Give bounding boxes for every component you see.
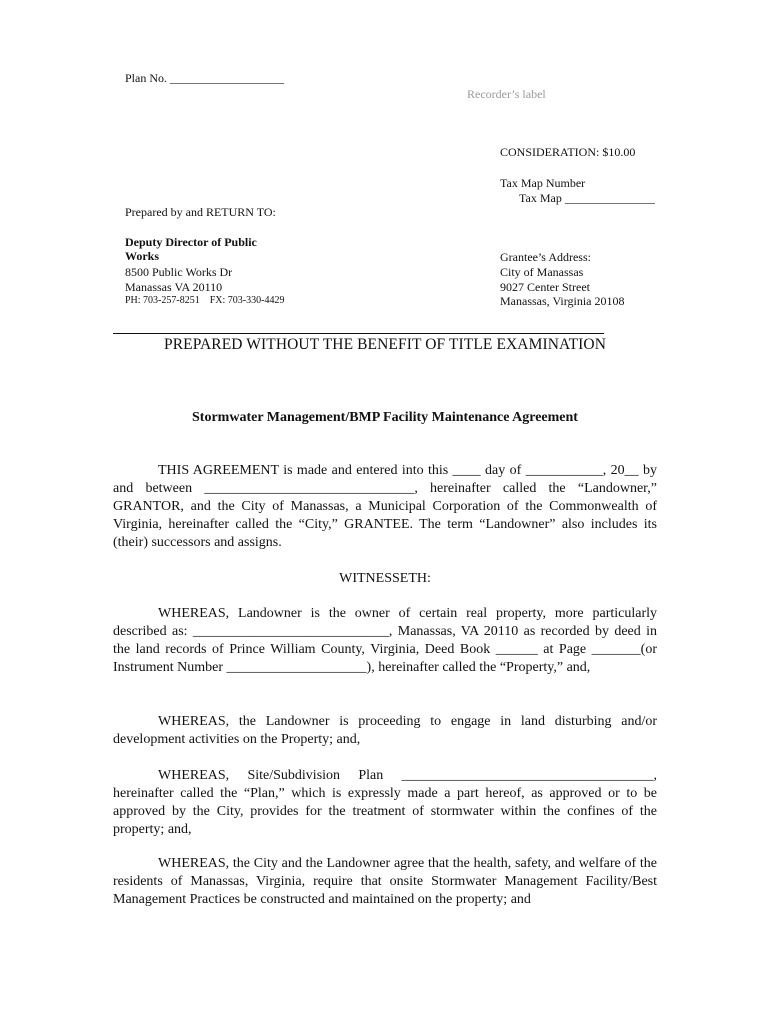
tax-map-field: Tax Map _______________ [519,191,655,205]
grantee-heading: Grantee’s Address: [500,250,591,264]
preparer-title-line1: Deputy Director of Public [125,235,257,249]
consideration: CONSIDERATION: $10.00 [500,145,636,159]
grantee-street: 9027 Center Street [500,280,590,294]
paragraph-health-safety [113,855,657,909]
witnesseth-heading: WITNESSETH: [339,571,431,586]
paragraph-agreement [113,462,657,552]
paragraph-property-text: WHEREAS, Landowner is the owner of certain real property, more particularly described as: ____________________________, Manassas, VA 20110 as recorded by deed in the land records of Prince William County, Virginia, Deed Book ______ at Page _______(or Instrument Number ____________________), hereinafter called the “Property,” and, [113,606,657,675]
prepared-by-label: Prepared by and RETURN TO: [125,205,276,219]
paragraph-plan [113,767,657,839]
paragraph-plan-text: WHEREAS, Site/Subdivision Plan ____________________________________, hereinafter called the “Plan,” which is expressly made a part hereof, as approved or to be approved by the City, provides for the treatment of stormwater within the confines of the property; and, [113,768,657,837]
title-examination-banner: PREPARED WITHOUT THE BENEFIT OF TITLE EXAMINATION [163,336,607,353]
tax-map-number-label: Tax Map Number [500,176,586,190]
recorders-label: Recorder’s label [467,87,546,101]
header-divider [113,333,604,334]
preparer-address2: Manassas VA 20110 [125,280,223,294]
paragraph-development-text: WHEREAS, the Landowner is proceeding to engage in land disturbing and/or development activities on the Property; and, [113,714,657,747]
paragraph-property [113,605,657,677]
grantee-name: City of Manassas [500,265,584,279]
preparer-phone-fax: PH: 703-257-8251 FX: 703-330-4429 [125,295,285,306]
paragraph-agreement-text: THIS AGREEMENT is made and entered into this ____ day of ___________, 20__ by and between ______________________________, hereinafter called the “Landowner,” GRANTOR, and the City of Manassas, a Municipal Corporation of the Commonwealth of Virginia, hereinafter called the “City,” GRANTEE. The term “Landowner” also includes its (their) successors and assigns. [113,463,657,550]
preparer-address1: 8500 Public Works Dr [125,265,233,279]
agreement-title: Stormwater Management/BMP Facility Maintenance Agreement [192,410,578,425]
plan-number: Plan No. ___________________ [125,71,284,85]
grantee-city: Manassas, Virginia 20108 [500,294,625,308]
paragraph-health-safety-text: WHEREAS, the City and the Landowner agree that the health, safety, and welfare of the residents of Manassas, Virginia, require that onsite Stormwater Management Facility/Best Management Practices be constructed and maintained on the property; and [113,856,657,907]
paragraph-development [113,713,657,749]
preparer-title-line2: Works [125,249,160,263]
